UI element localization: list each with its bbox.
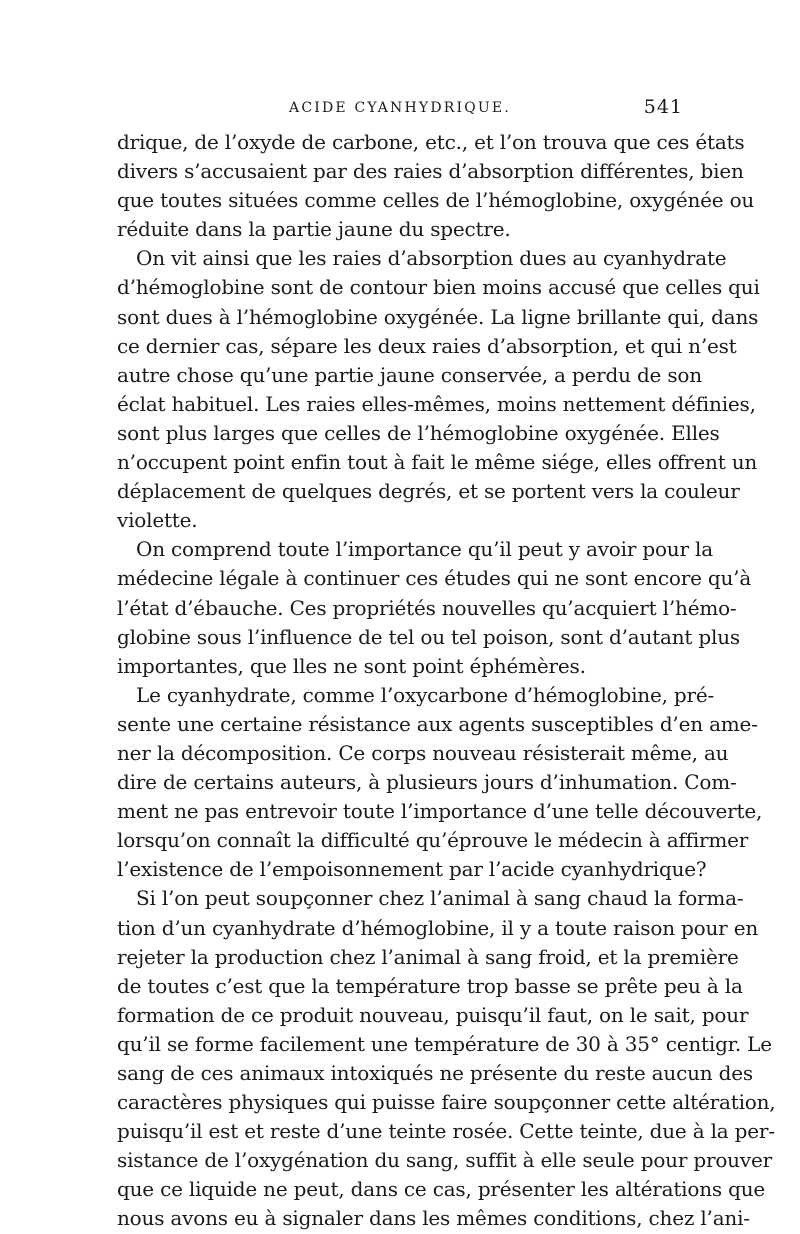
text-line: l’existence de l’empoisonnement par l’acide cyanhydrique?: [117, 857, 707, 882]
text-line: Si l’on peut soupçonner chez l’animal à sang chaud la forma-: [136, 886, 744, 911]
text-line: ce dernier cas, sépare les deux raies d’absorption, et qui n’est: [117, 333, 737, 358]
text-line: puisqu’il est et reste d’une teinte rosée. Cette teinte, due à la per-: [117, 1119, 775, 1144]
text-line: ment ne pas entrevoir toute l’importance d’une telle découverte,: [117, 799, 763, 824]
text-line: réduite dans la partie jaune du spectre.: [117, 217, 511, 242]
text-line: importantes, que lles ne sont point éphémères.: [117, 653, 586, 678]
running-head: [117, 96, 683, 120]
text-line: n’occupent point enfin tout à fait le même siége, elles offrent un: [117, 450, 758, 475]
text-line: dire de certains auteurs, à plusieurs jours d’inhumation. Com-: [117, 770, 737, 795]
text-line: qu’il se forme facilement une température de 30 à 35° centigr. Le: [117, 1031, 772, 1056]
text-line: de toutes c’est que la température trop basse se prête peu à la: [117, 973, 743, 998]
text-line: lorsqu’on connaît la difficulté qu’éprouve le médecin à affirmer: [117, 828, 749, 853]
text-line: médecine légale à continuer ces études qui ne sont encore qu’à: [117, 566, 752, 591]
text-line: sang de ces animaux intoxiqués ne présente du reste aucun des: [117, 1061, 753, 1085]
text-line: rejeter la production chez l’animal à sang froid, et la première: [117, 944, 739, 969]
body-text: [117, 128, 776, 1234]
text-line: que toutes situées comme celles de l’hémoglobine, oxygénée ou: [117, 188, 755, 213]
text-line: sistance de l’oxygénation du sang, suffit à elle seule pour prouver: [117, 1148, 772, 1173]
text-line: violette.: [117, 508, 198, 533]
running-title: ACIDE CYANHYDRIQUE.: [289, 100, 511, 116]
text-line: d’hémoglobine sont de contour bien moins accusé que celles qui: [117, 275, 760, 300]
text-line: caractères physiques qui puisse faire soupçonner cette altération,: [117, 1090, 776, 1115]
text-line: autre chose qu’une partie jaune conservée, a perdu de son: [117, 362, 702, 387]
text-line: sente une certaine résistance aux agents susceptibles d’en ame-: [117, 711, 758, 736]
text-line: globine sous l’influence de tel ou tel poison, sont d’autant plus: [117, 624, 740, 649]
text-line: tion d’un cyanhydrate d’hémoglobine, il y a toute raison pour en: [117, 915, 759, 940]
text-line: déplacement de quelques degrés, et se portent vers la couleur: [117, 479, 740, 504]
text-line: drique, de l’oxyde de carbone, etc., et l’on trouva que ces états: [117, 130, 745, 154]
text-line: ner la décomposition. Ce corps nouveau résisterait même, au: [117, 740, 729, 765]
page-number: 541: [643, 96, 683, 118]
text-line: On vit ainsi que les raies d’absorption dues au cyanhydrate: [136, 246, 727, 271]
text-line: l’état d’ébauche. Ces propriétés nouvelles qu’acquiert l’hémo-: [117, 595, 737, 620]
text-line: formation de ce produit nouveau, puisqu’il faut, on le sait, pour: [117, 1002, 749, 1027]
text-line: Le cyanhydrate, comme l’oxycarbone d’hémoglobine, pré-: [136, 682, 715, 707]
text-line: éclat habituel. Les raies elles-mêmes, moins nettement définies,: [117, 391, 756, 416]
text-line: divers s’accusaient par des raies d’absorption différentes, bien: [117, 159, 744, 184]
text-line: On comprend toute l’importance qu’il peut y avoir pour la: [136, 537, 713, 562]
text-line: sont plus larges que celles de l’hémoglobine oxygénée. Elles: [117, 420, 720, 445]
text-line: nous avons eu à signaler dans les mêmes conditions, chez l’ani-: [117, 1206, 750, 1231]
text-line: sont dues à l’hémoglobine oxygénée. La ligne brillante qui, dans: [117, 304, 759, 329]
text-line: que ce liquide ne peut, dans ce cas, présenter les altérations que: [117, 1177, 766, 1202]
